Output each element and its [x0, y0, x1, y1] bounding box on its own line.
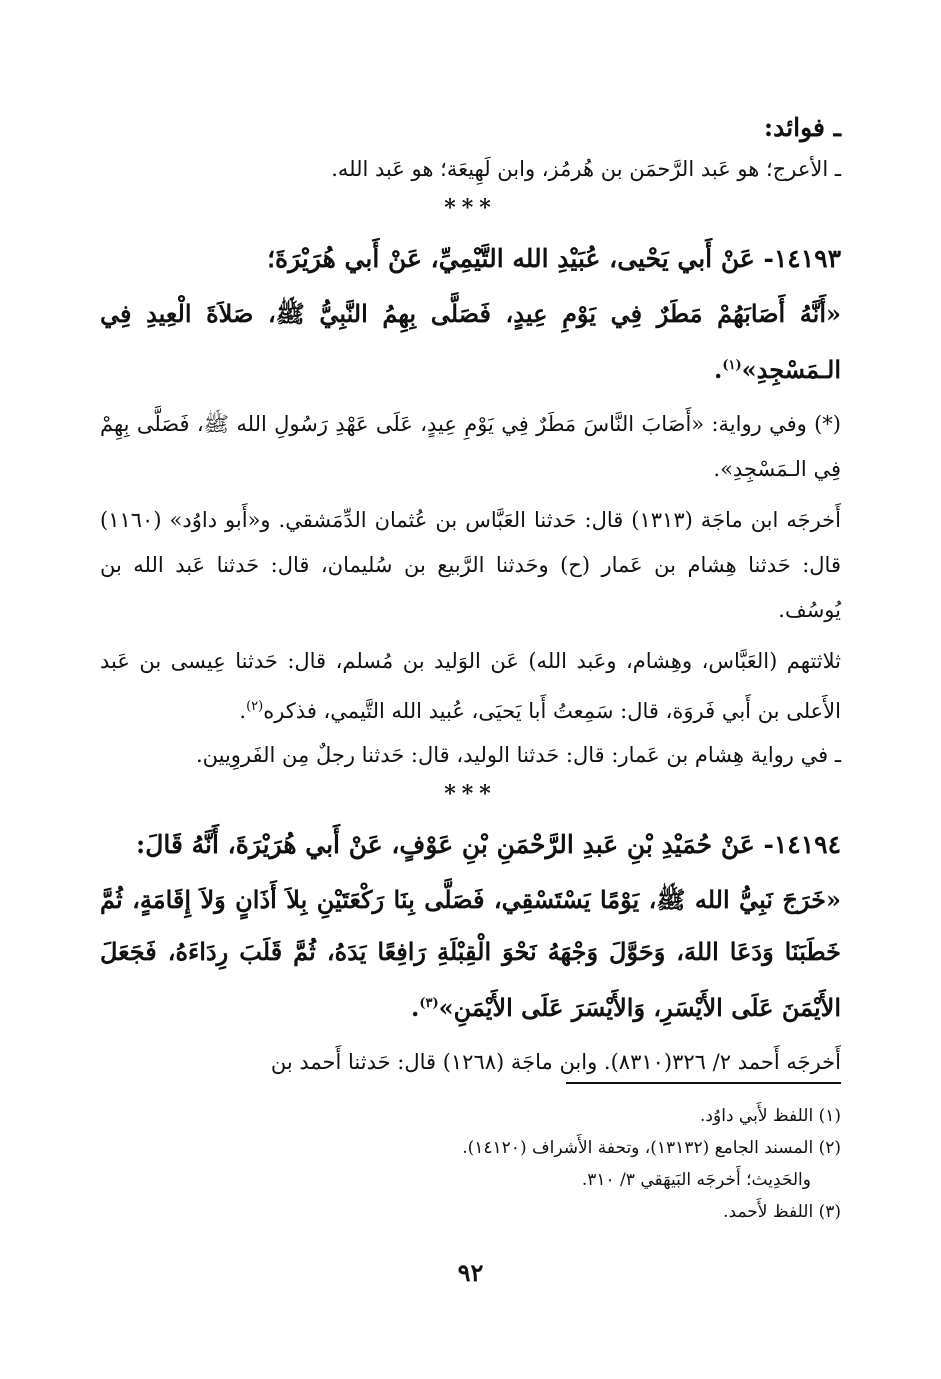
footnote-1: (١) اللفظ لأَبي داوُد.: [700, 1106, 841, 1126]
hadith-1194-takhrij: أَخرجَه أَحمد ٢/ ٣٢٦(٨٣١٠). وابن ماجَة (١٢٦٨) قال: حَدثنا أَحمد بن: [270, 1050, 841, 1074]
footnote-ref-1: (١): [722, 358, 742, 373]
page-number: ٩٢: [457, 1258, 484, 1287]
footnote-divider: [566, 1082, 841, 1084]
hadith-1193-matn: «أَنَّهُ أَصَابَهُمْ مَطَرٌ فِي يَوْمِ عِيدٍ، فَصَلَّى بِهِمُ النَّبِيُّ ﷺ، صَلاَةَ الْعِيدِ فِي الـمَسْجِدِ»: [100, 299, 841, 384]
hadith-1193-text: «أَنَّهُ أَصَابَهُمْ مَطَرٌ فِي يَوْمِ عِيدٍ، فَصَلَّى بِهِمُ النَّبِيُّ ﷺ، صَلاَةَ الْعِيدِ فِي الـمَسْجِدِ»$^{(١)}$.: [100, 299, 841, 384]
hadith-1193-isnad: ثلاثتهم (العَبَّاس، وهِشام، وعَبد الله) عَن الوَليد بن مُسلم، قال: حَدثنا عِيسى بن عَبد الأَعلى بن أَبي فَروَة، قال: سَمِعتُ أَبا يَحيَى، عُبيد الله التَّيمي، فذكره$^{(٢)}$.: [100, 649, 841, 723]
hadith-1193-hisham-note: ـ في رواية هِشام بن عَمار: قال: حَدثنا الوليد، قال: حَدثنا رجلٌ مِن الفَروِيين.: [195, 743, 841, 767]
section-separator-2: ***: [444, 781, 497, 807]
hadith-1193-heading: ١٤١٩٣- عَنْ أَبي يَحْيى، عُبَيْدِ الله التَّيْمِيِّ، عَنْ أَبي هُرَيْرَةَ؛: [267, 244, 841, 273]
hadith-1194-heading: ١٤١٩٤- عَنْ حُمَيْدِ بْنِ عَبدِ الرَّحْمَنِ بْنِ عَوْفٍ، عَنْ أَبي هُرَيْرَةَ، أَنَّهُ قَالَ:: [135, 830, 841, 859]
section-separator: ***: [444, 195, 497, 221]
footnote-2: (٢) المسند الجامع (١٣١٣٢)، وتحفة الأَشراف (١٤١٢٠).: [462, 1138, 841, 1158]
hadith-1193-isnad-text: ثلاثتهم (العَبَّاس، وهِشام، وعَبد الله) عَن الوَليد بن مُسلم، قال: حَدثنا عِيسى بن عَبد الأَعلى بن أَبي فَروَة، قال: سَمِعتُ أَبا يَحيَى، عُبيد الله التَّيمي، فذكره: [100, 649, 841, 723]
hadith-1193-riwaya: (*) وفي رواية: «أَصَابَ النَّاسَ مَطَرٌ فِي يَوْمِ عِيدٍ، عَلَى عَهْدِ رَسُولِ الله ﷺ، فَصَلَّى بِهِمْ فِي الـمَسْجِدِ».: [100, 412, 841, 481]
benefits-note: ـ الأعرج؛ هو عَبد الرَّحمَن بن هُرمُز، وابن لَهِيعَة؛ هو عَبد الله.: [331, 157, 841, 181]
footnote-ref-2: (٢): [246, 699, 264, 714]
benefits-heading: ـ فوائد:: [763, 113, 841, 142]
footnote-3: (٣) اللفظ لأَحمد.: [723, 1202, 841, 1222]
hadith-1193-takhrij: أَخرجَه ابن ماجَة (١٣١٣) قال: حَدثنا العَبَّاس بن عُثمان الدِّمَشقي. و«أَبو داوُد» (١١٦٠) قال: حَدثنا هِشام بن عَمار (ح) وحَدثنا الرَّبيع بن سُليمان، قال: حَدثنا عَبد الله بن يُوسُف.: [100, 508, 841, 622]
footnote-ref-3: (٣): [419, 996, 439, 1011]
hadith-1194-matn: «خَرَجَ نَبِيُّ الله ﷺ، يَوْمًا يَسْتَسْقِي، فَصَلَّى بِنَا رَكْعَتَيْنِ بِلاَ أَذَانٍ وَلاَ إِقَامَةٍ، ثُمَّ خَطَبَنَا وَدَعَا اللهَ، وَحَوَّلَ وَجْهَهُ نَحْوَ الْقِبْلَةِ رَافِعًا يَدَهُ، ثُمَّ قَلَبَ رِدَاءَهُ، فَجَعَلَ الأَيْمَنَ عَلَى الأَيْسَرِ، وَالأَيْسَرَ عَلَى الأَيْمَنِ»: [100, 885, 841, 1022]
footnotes: [100, 1100, 841, 1228]
hadith-1194-text: «خَرَجَ نَبِيُّ الله ﷺ، يَوْمًا يَسْتَسْقِي، فَصَلَّى بِنَا رَكْعَتَيْنِ بِلاَ أَذَانٍ وَلاَ إِقَامَةٍ، ثُمَّ خَطَبَنَا وَدَعَا اللهَ، وَحَوَّلَ وَجْهَهُ نَحْوَ الْقِبْلَةِ رَافِعًا يَدَهُ، ثُمَّ قَلَبَ رِدَاءَهُ، فَجَعَلَ الأَيْمَنَ عَلَى الأَيْسَرِ، وَالأَيْسَرَ عَلَى الأَيْمَنِ»$^{(٣)}$.: [100, 885, 841, 1022]
footnote-2-continued: والحَدِيث؛ أَخرجَه البَيهَقي ٣/ ٣١٠.: [581, 1170, 811, 1190]
